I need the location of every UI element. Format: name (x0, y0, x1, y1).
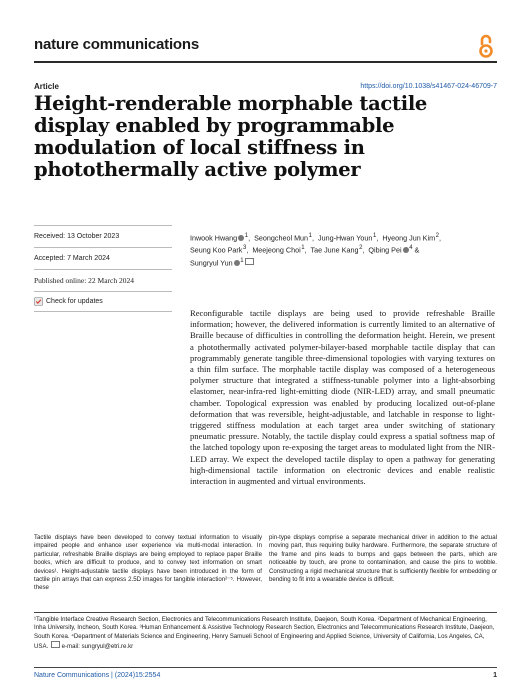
author-affiliation: 1 (372, 233, 377, 239)
body-text-right-column: pin-type displays comprise a separate mechanical driver in addition to the actual moving part, thus requiring bulky hardware. Furthermore, the separate structure of the frame and pins leads to bumps and gaps between the parts, which are noticeable by touch, are prone to contamination, and cause the pins to wobble. Constructing a rigid mechanical structure that is sufficiently flexible for embedding or bending to fit into a wearable device is difficult. (269, 534, 497, 584)
article-title: Height-renderable morphable tactile display enabled by programmable modulation of local stiffness in photothermally active polymer (34, 92, 428, 181)
article-type-label: Article (34, 82, 59, 91)
check-updates-button[interactable] (34, 292, 172, 312)
author-affiliation: 1 (301, 245, 305, 252)
author-name[interactable]: Seung Koo Park (190, 245, 243, 255)
body-text-left-column: Tactile displays have been developed to convey textual information to visually impaired people and enhance user experience via multi-modal interaction. In particular, refreshable Braille displays are being employed to replace paper Braille books, which are difficult to produce, and to convey text information on smart devices¹. Height-adjustable tactile displays have been introduced in the form of tactile pin arrays that can express 2.5D images for tangible interaction²⁻⁵. However, these (34, 534, 262, 592)
author-name[interactable]: Sungryul Yun (190, 258, 233, 268)
abstract: Reconfigurable tactile displays are being used to provide refreshable Braille information; however, the delivered information is currently limited to an alternative of Braille because of difficulties in controlling the deformation height. Herein, we present a photothermally activated polymer-bilayer-based morphable tactile display that can programmably generate tangible three-dimensional topologies with varying textures on a thin film surface. The morphable tactile display was composed of a heterogeneous polymer structure that integrated a stiffness-tunable polymer into a light-absorbing elastomer, near-infra-red light-emitting diode (NIR-LED) array, and small pneumatic chamber. Topological expression was enabled by producing localized out-of-plane deformation that was reversible, height-adjustable, and latchable in response to light-triggered stiffness modulation at each target area under switching of stationary pneumatic pressure. Notably, the tactile display could express a spatial softness map of the latched topology upon re-exposing the target areas to modulated light from the NIR-LED array. We expect the developed tactile display to open a pathway for generating high-dimensional tactile information on electronic devices and enable realistic interaction in augmented and virtual environments. (190, 308, 495, 487)
check-updates-icon (34, 297, 43, 306)
author-affiliation: 1 (308, 233, 313, 239)
author-affiliation: 2 (359, 245, 363, 252)
journal-name[interactable]: nature communications (34, 36, 199, 53)
author-affiliation: 1 (244, 233, 249, 239)
affiliations-rule (34, 612, 497, 613)
author-affiliation: 3 (242, 245, 247, 252)
author-affiliation: 4 (409, 245, 413, 252)
footer-rule (34, 667, 497, 668)
corresponding-email[interactable]: e-mail: sungryul@etri.re.kr (61, 643, 134, 651)
open-access-icon (477, 33, 495, 59)
author-affiliation: 2 (435, 233, 440, 239)
orcid-icon[interactable] (234, 260, 240, 266)
author-name[interactable]: Seongcheol Mun (254, 233, 309, 243)
received-date: Received: 13 October 2023 (34, 225, 172, 247)
author-affiliation: 1 (240, 257, 244, 264)
email-icon (51, 641, 60, 648)
page-number: 1 (493, 672, 497, 679)
author-name[interactable]: Qibing Pei (368, 245, 402, 255)
doi-link[interactable]: https://doi.org/10.1038/s41467-024-46709-7 (360, 83, 497, 90)
author-list: Inwook Hwang $^1$, Seongcheol Mun $^1$, Jung-Hwan Youn $^1$, Hyeong Jun Kim $^2$, Seung Koo Park $^3$, Meejeong Choi $^1$, Tae June Kang $^2$, Qibing Pei $^4$ & Sungryul Yun $^1$ (190, 233, 442, 268)
header-rule (34, 61, 497, 63)
orcid-icon[interactable] (403, 247, 409, 253)
footer-citation[interactable]: Nature Communications | (2024)15:2554 (34, 672, 161, 679)
author-name[interactable]: Hyeong Jun Kim (382, 233, 436, 243)
author-name[interactable]: Jung-Hwan Youn (318, 233, 373, 243)
orcid-icon[interactable] (238, 235, 244, 241)
author-name[interactable]: Meejeong Choi (252, 245, 301, 255)
published-date: Published online: 22 March 2024 (34, 269, 172, 292)
check-updates-label: Check for updates (46, 298, 103, 305)
email-icon[interactable] (245, 258, 254, 265)
author-name[interactable]: Inwook Hwang (190, 233, 238, 243)
affiliations (34, 616, 497, 652)
affiliations-text: ¹Tangible Interface Creative Research Section, Electronics and Telecommunications Research Institute, Daejeon, South Korea. ²Department of Mechanical Engineering, Inha University, Incheon, South Korea. ³Human Enhancement & Assistive Technology Research Section, Electronics and Telecommunications Research Institute, Daejeon, South Korea. ⁴Department of Materials Science and Engineering, Henry Samueli School of Engineering and Applied Science, University of California, Los Angeles, CA, USA. (34, 616, 495, 651)
dates-panel (34, 225, 172, 312)
author-name[interactable]: Tae June Kang (310, 245, 359, 255)
accepted-date: Accepted: 7 March 2024 (34, 247, 172, 269)
